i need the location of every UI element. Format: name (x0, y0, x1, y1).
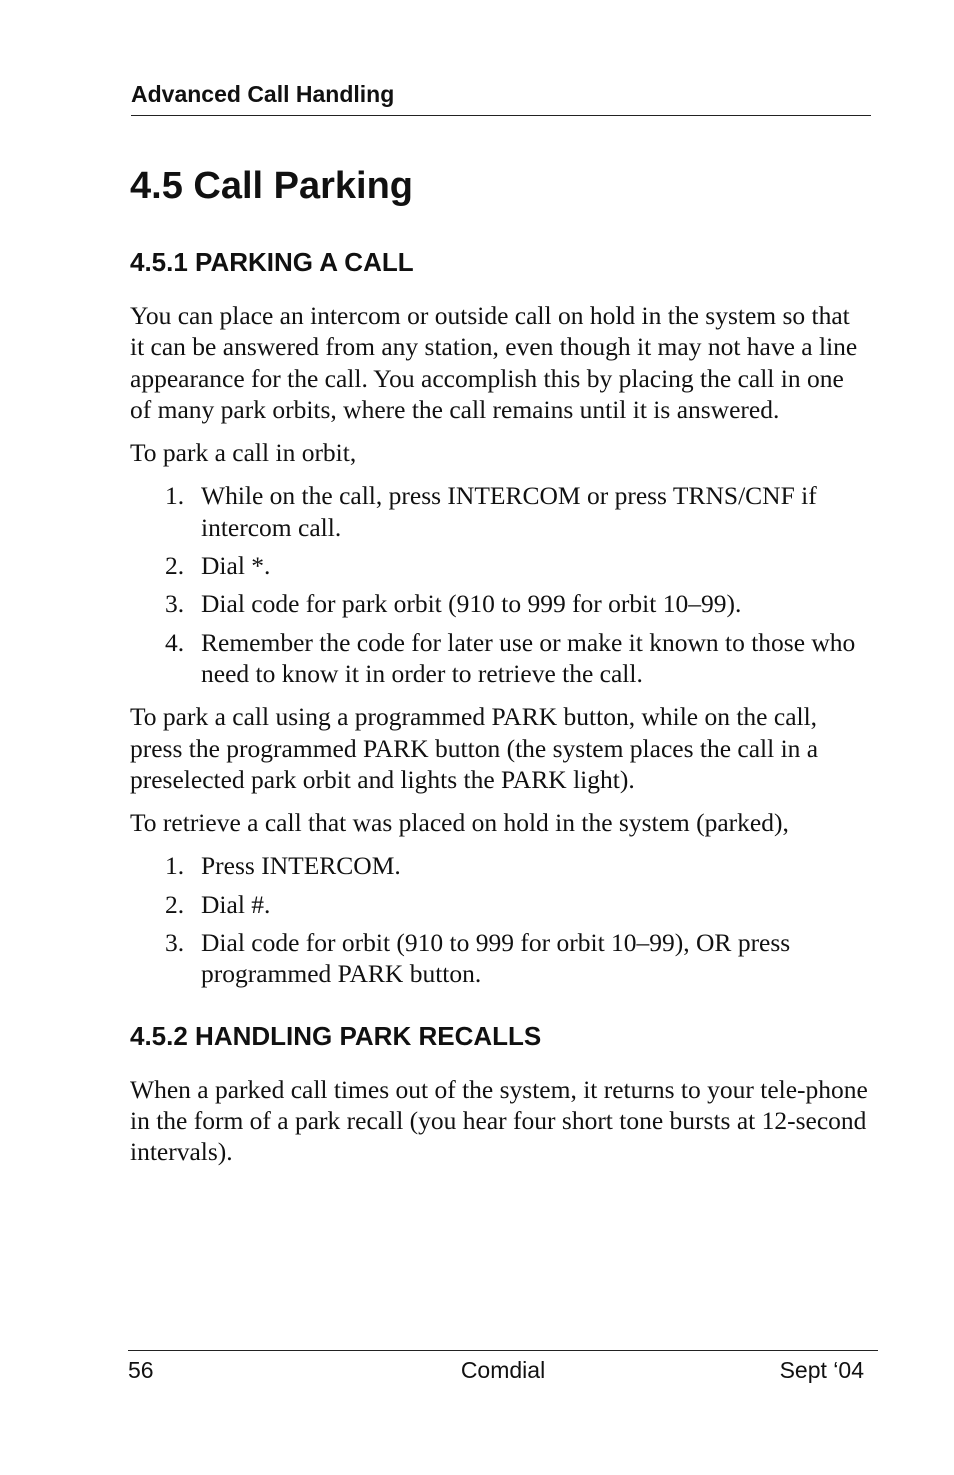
section-title: 4.5 Call Parking (130, 165, 414, 207)
list-item (130, 588, 870, 619)
parking-intro: You can place an intercom or outside call on hold in the system so that it can be answered from any station, even though it may not have a line appearance for the call. You accomplish this by placing the call in one of many park orbits, where the call remains until it is answered. (130, 301, 858, 424)
park-steps-list (130, 480, 870, 689)
list-item (130, 889, 870, 920)
step-number: 1. (165, 851, 185, 881)
list-item (130, 927, 870, 990)
step-text: While on the call, press INTERCOM or press TRNS/CNF if intercom call. (201, 481, 817, 542)
publisher-name: Comdial (460, 1357, 546, 1383)
publication-date: Sept ‘04 (779, 1357, 864, 1383)
step-number: 1. (165, 481, 185, 511)
step-text: Dial code for park orbit (910 to 999 for orbit 10–99). (201, 589, 742, 619)
step-number: 3. (165, 928, 185, 958)
park-button-paragraph: To park a call using a programmed PARK button, while on the call, press the programmed PARK button (the system places the call in a preselected park orbit and lights the PARK light). (130, 702, 819, 794)
step-number: 3. (165, 589, 185, 619)
step-text: Dial code for orbit (910 to 999 for orbit 10–99), OR press programmed PARK button. (201, 928, 791, 989)
step-number: 2. (165, 889, 185, 919)
subsection-heading-recalls: 4.5.2 HANDLING PARK RECALLS (130, 1020, 542, 1051)
page-header (131, 80, 871, 116)
page-content (130, 158, 870, 1180)
step-text: Dial #. (201, 889, 271, 919)
running-title: Advanced Call Handling (131, 81, 395, 107)
page-footer (128, 1350, 878, 1385)
step-number: 4. (165, 627, 185, 657)
parking-lead: To park a call in orbit, (130, 438, 357, 468)
retrieve-lead: To retrieve a call that was placed on hold in the system (parked), (130, 808, 789, 838)
step-text: Press INTERCOM. (201, 851, 401, 881)
list-item (130, 550, 870, 581)
retrieve-steps-list (130, 850, 870, 989)
recalls-body: When a parked call times out of the system, it returns to your tele-phone in the form of a park recall (you hear four short tone bursts at 12-second intervals). (130, 1074, 868, 1167)
subsection-heading-parking: 4.5.1 PARKING A CALL (130, 247, 414, 277)
list-item (130, 850, 870, 881)
page-number: 56 (128, 1357, 154, 1383)
step-text: Dial *. (201, 551, 271, 581)
list-item (130, 627, 870, 690)
list-item (130, 480, 870, 543)
step-text: Remember the code for later use or make it known to those who need to know it in order to retrieve the call. (201, 627, 856, 688)
step-number: 2. (165, 551, 185, 581)
